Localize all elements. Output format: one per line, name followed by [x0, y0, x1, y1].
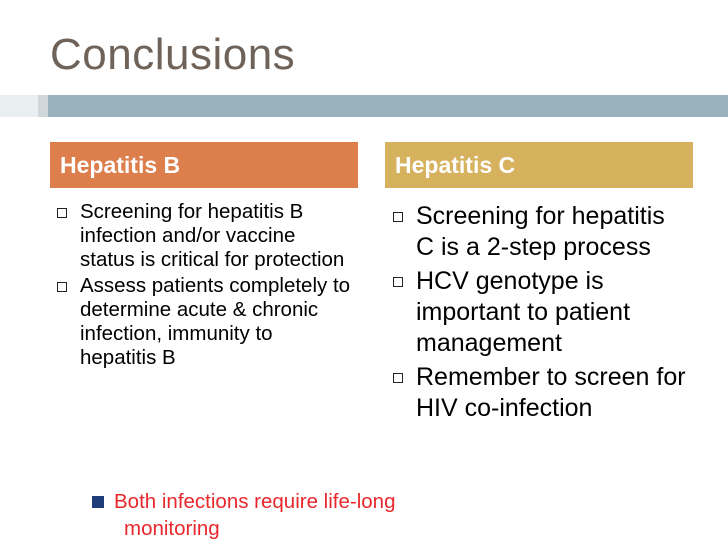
title-rule-left	[0, 95, 38, 117]
list-item-text: Assess patients completely to determine acute & chronic infection, immunity to hepatitis B	[80, 274, 351, 369]
title-rule	[48, 95, 728, 117]
list-item-text: Screening for hepatitis C is a 2-step process	[416, 202, 665, 261]
checkbox-bullet-icon	[393, 277, 403, 287]
slide-title: Conclusions	[50, 30, 296, 79]
checkbox-bullet-icon	[57, 282, 67, 292]
list-item	[388, 201, 688, 263]
overlay-note	[90, 488, 530, 542]
hepatitis-c-list	[388, 201, 688, 427]
hepatitis-b-header-label: Hepatitis B	[60, 151, 181, 178]
overlay-note-line2: monitoring	[124, 517, 220, 540]
title-rule-accent	[38, 95, 48, 117]
hepatitis-b-header	[50, 142, 358, 188]
square-bullet-icon	[92, 496, 104, 508]
hepatitis-c-header	[385, 142, 693, 188]
list-item-text: Screening for hepatitis B infection and/or vaccine status is critical for protection	[80, 200, 345, 271]
checkbox-bullet-icon	[393, 212, 403, 222]
list-item	[52, 200, 352, 272]
list-item-text: Remember to screen for HIV co-infection	[416, 363, 686, 422]
hepatitis-c-header-label: Hepatitis C	[395, 151, 516, 178]
overlay-note-line1: Both infections require life-long	[114, 490, 396, 513]
list-item	[388, 362, 688, 424]
list-item-text: HCV genotype is important to patient management	[416, 267, 631, 357]
checkbox-bullet-icon	[57, 208, 67, 218]
hepatitis-b-list	[52, 200, 352, 372]
checkbox-bullet-icon	[393, 373, 403, 383]
list-item	[388, 266, 688, 359]
list-item	[52, 274, 352, 370]
